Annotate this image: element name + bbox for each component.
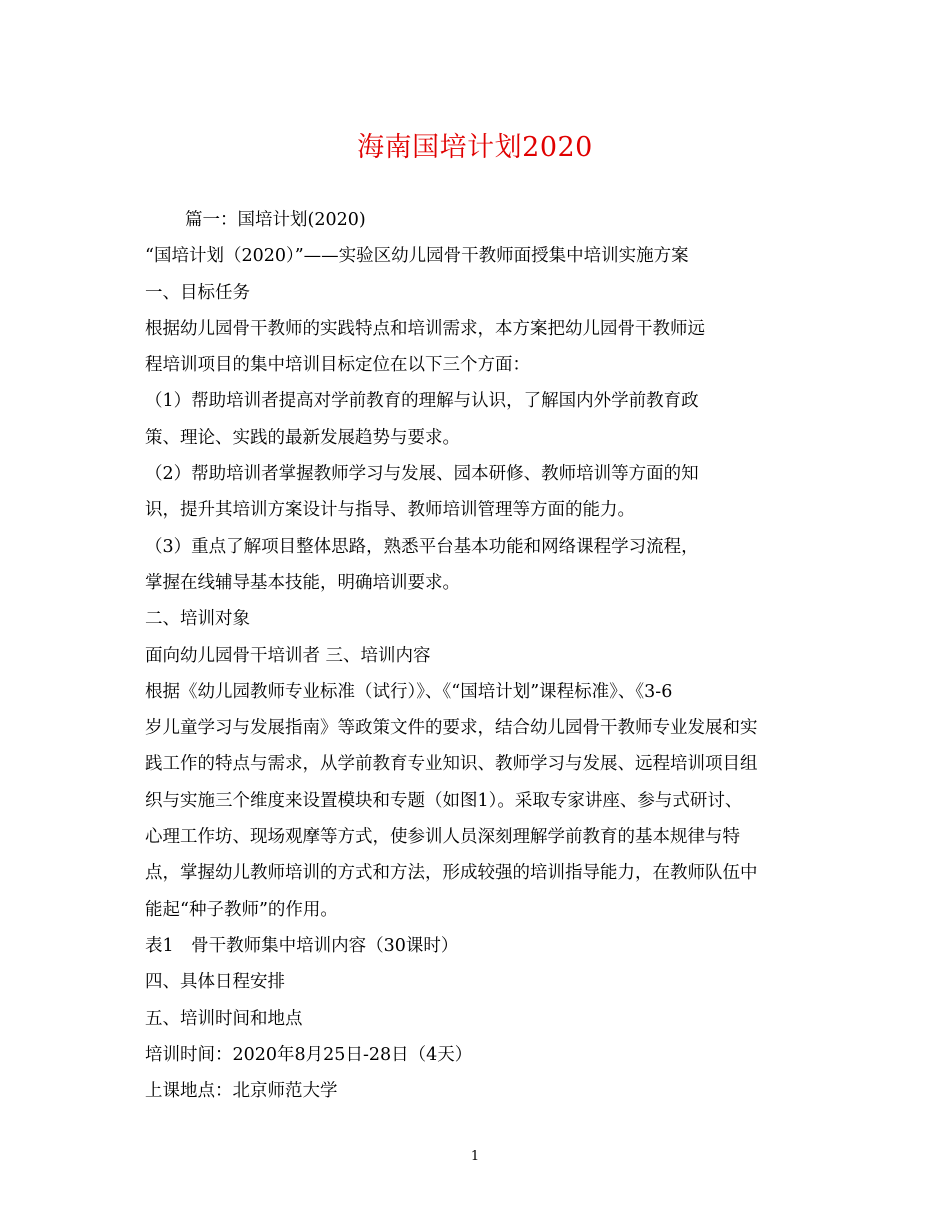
text-line: 培训时间：2020年8月25日-28日（4天） <box>145 1044 473 1065</box>
document-body <box>145 206 810 1113</box>
text-line: 能起“种子教师”的作用。 <box>145 899 338 920</box>
text-line: 岁儿童学习与发展指南》等政策文件的要求，结合幼儿园骨干教师专业发展和实 <box>145 718 758 739</box>
text-line: 篇一：国培计划(2020) <box>185 210 366 230</box>
text-line: 根据《幼儿园教师专业标准（试行）》、《“国培计划”课程标准》、《3-6 <box>145 681 673 702</box>
text-line: 上课地点：北京师范大学 <box>145 1081 338 1102</box>
text-line: （1）帮助培训者提高对学前教育的理解与认识，了解国内外学前教育政 <box>145 391 699 412</box>
text-line: （3）重点了解项目整体思路，熟悉平台基本功能和网络课程学习流程， <box>145 536 699 557</box>
section-heading: 二、培训对象 <box>145 609 250 630</box>
text-line: 心理工作坊、现场观摩等方式，使参训人员深刻理解学前教育的基本规律与特 <box>145 827 740 848</box>
text-line: （2）帮助培训者掌握教师学习与发展、园本研修、教师培训等方面的知 <box>145 464 699 485</box>
page-title: 海南国培计划2020 <box>357 132 593 163</box>
table-caption: 表1 骨干教师集中培训内容（30课时） <box>145 935 459 956</box>
section-heading: 一、目标任务 <box>145 282 250 303</box>
text-line: “国培计划（2020）”——实验区幼儿园骨干教师面授集中培训实施方案 <box>145 246 689 267</box>
text-line: 织与实施三个维度来设置模块和专题（如图1）。采取专家讲座、参与式研讨、 <box>145 790 743 811</box>
section-heading: 五、培训时间和地点 <box>145 1008 303 1029</box>
page-number: 1 <box>470 1149 480 1164</box>
text-line: 根据幼儿园骨干教师的实践特点和培训需求，本方案把幼儿园骨干教师远 <box>145 318 705 339</box>
section-heading: 四、具体日程安排 <box>145 972 285 993</box>
text-line: 点，掌握幼儿教师培训的方式和方法，形成较强的培训指导能力，在教师队伍中 <box>145 863 758 884</box>
text-line: 面向幼儿园骨干培训者 三、培训内容 <box>145 645 431 666</box>
text-line: 识，提升其培训方案设计与指导、教师培训管理等方面的能力。 <box>145 500 635 521</box>
text-line: 掌握在线辅导基本技能，明确培训要求。 <box>145 572 460 593</box>
text-line: 践工作的特点与需求，从学前教育专业知识、教师学习与发展、远程培训项目组 <box>145 754 758 775</box>
text-line: 策、理论、实践的最新发展趋势与要求。 <box>145 427 460 448</box>
text-line: 程培训项目的集中培训目标定位在以下三个方面： <box>145 355 530 376</box>
